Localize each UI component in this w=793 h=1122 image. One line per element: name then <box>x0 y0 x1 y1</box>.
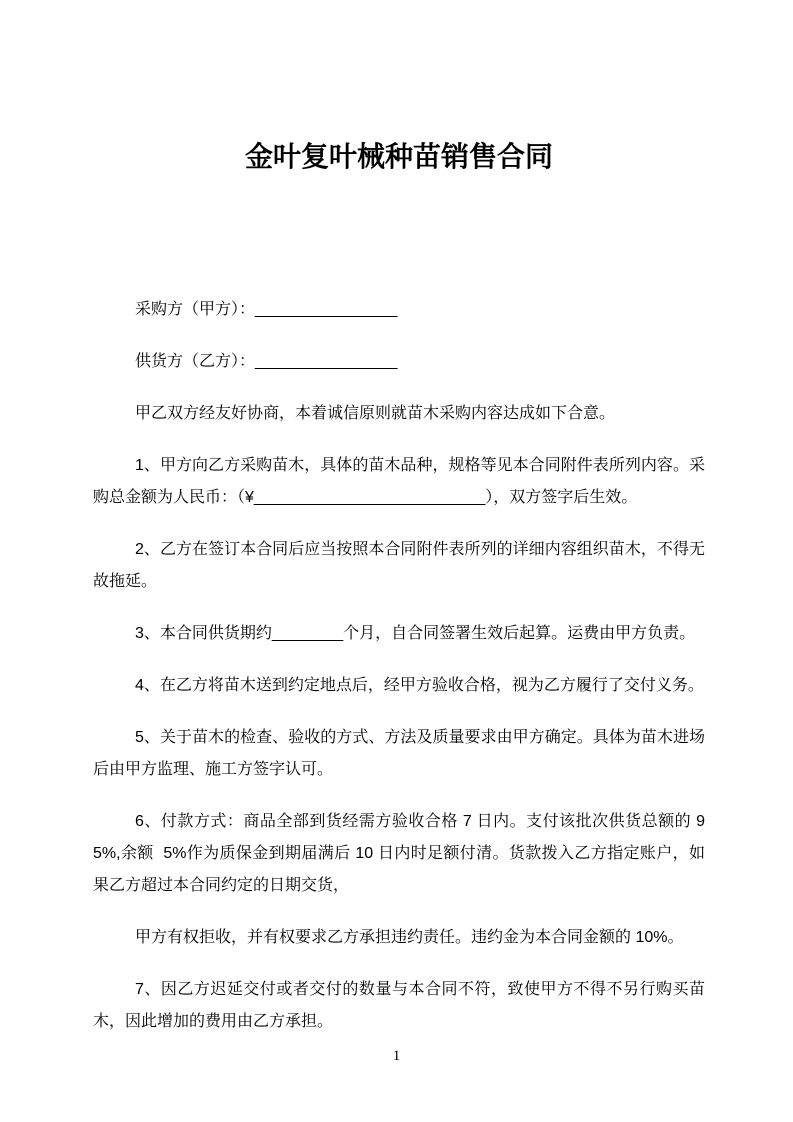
clause-3: 3、本合同供货期约________个月，自合同签署生效后起算。运费由甲方负责。 <box>135 625 696 642</box>
intro-paragraph: 甲乙双方经友好协商，本着诚信原则就苗木采购内容达成如下合意。 <box>135 405 616 422</box>
clause-1: 1、甲方向乙方采购苗木，具体的苗木品种，规格等见本合同附件表所列内容。采购总金额为人民币：（¥__________________________），双方签字后生效。 <box>93 457 705 506</box>
clause-2: 2、乙方在签订本合同后应当按照本合同附件表所列的详细内容组织苗木，不得无故拖延。 <box>93 541 705 590</box>
page-title: 金叶复叶械种苗销售合同 <box>244 141 553 172</box>
page-number: 1 <box>392 1048 401 1064</box>
party-a-line: 采购方（甲方）：________________ <box>135 301 398 318</box>
clause-7: 7、因乙方迟延交付或者交付的数量与本合同不符，致使甲方不得不另行购买苗木，因此增加的费用由乙方承担。 <box>93 981 705 1030</box>
clause-5: 5、关于苗木的检查、验收的方式、方法及质量要求由甲方确定。具体为苗木进场后由甲方监理、施工方签字认可。 <box>93 729 705 778</box>
party-b-line: 供货方（乙方）：________________ <box>135 353 398 370</box>
clause-6: 6、付款方式：商品全部到货经需方验收合格 7 日内。支付该批次供货总额的 95%,余额 5%作为质保金到期届满后 10 日内时足额付清。货款拨入乙方指定账户，如果乙方超过本合同约定的日期交货， <box>93 813 705 894</box>
clause-4: 4、在乙方将苗木送到约定地点后，经甲方验收合格，视为乙方履行了交付义务。 <box>135 677 704 694</box>
clause-6-continued: 甲方有权拒收，并有权要求乙方承担违约责任。违约金为本合同金额的 10%。 <box>135 929 684 946</box>
